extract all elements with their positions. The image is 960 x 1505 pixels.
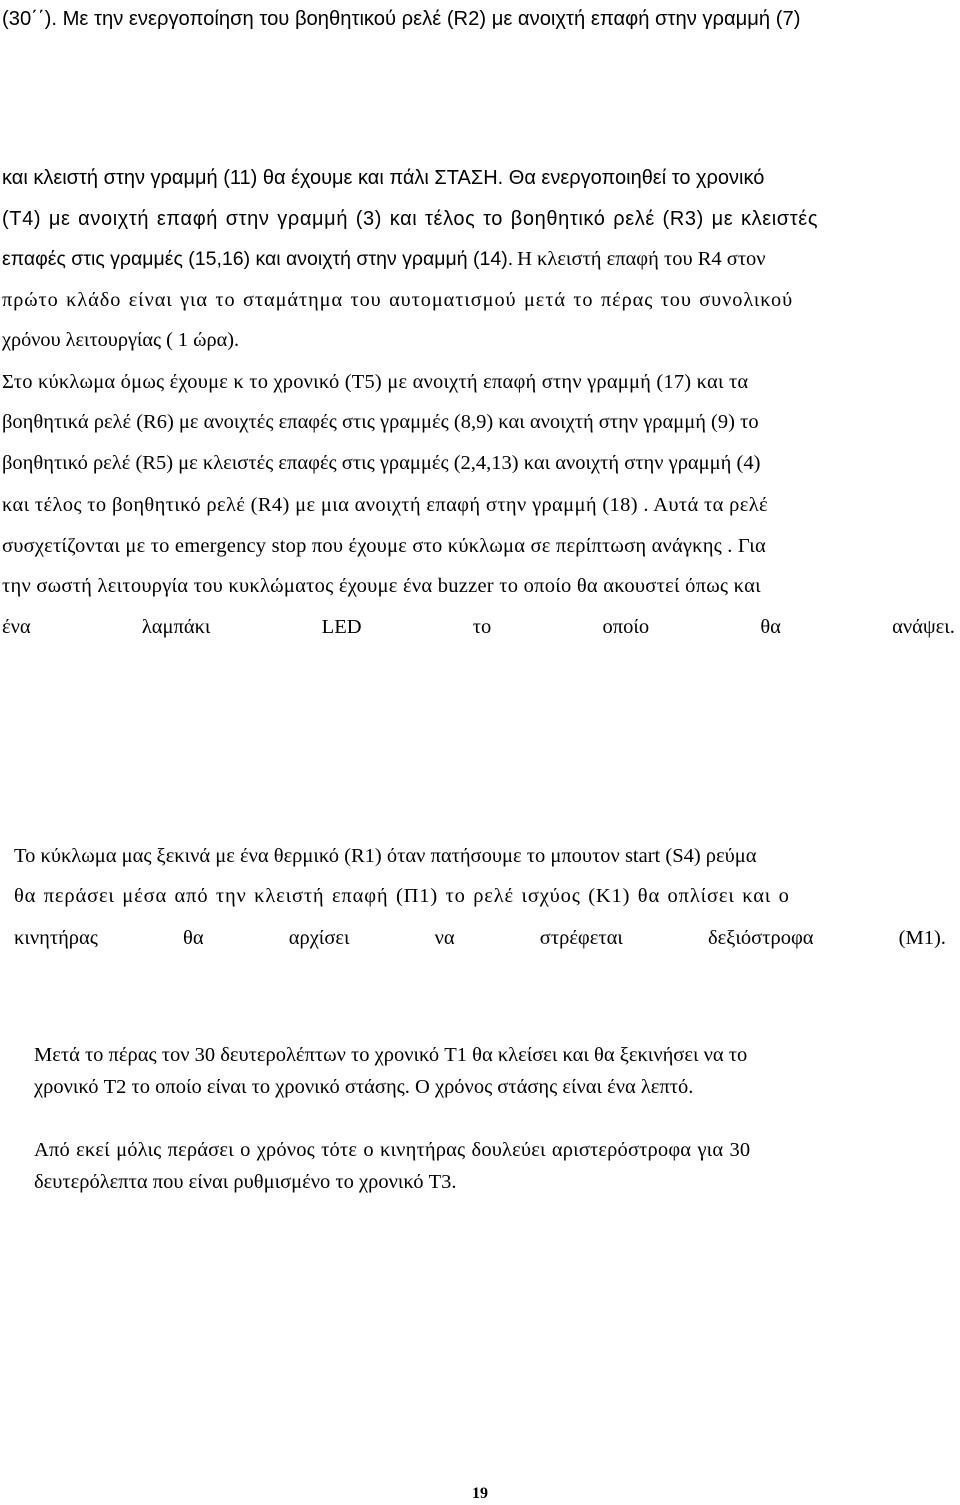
paragraph-segment: επαφές στις γραμμές (15,16) και ανοιχτή στην γραμμή (14). [2,248,514,270]
word: (M1). [898,927,946,949]
word: θα [183,927,204,949]
paragraph-line: χρόνου λειτουργίας ( 1 ώρα). [2,329,240,351]
word: στρέφεται [539,927,623,949]
paragraph-line: βοηθητικά ρελέ (R6) με ανοιχτές επαφές στις γραμμές (8,9) και ανοιχτή στην γραμμή (9) το [2,411,759,433]
paragraph-segment: Η κλειστή επαφή του R4 στον [517,248,766,270]
paragraph-line: Στο κύκλωμα όμως έχουμε κ το χρονικό (T5) με ανοιχτή επαφή στην γραμμή (17) και τα [2,371,749,393]
paragraph-line [2,249,766,270]
paragraph-line: και τέλος το βοηθητικό ρελέ (R4) με μια ανοιχτή επαφή στην γραμμή (18) . Αυτά τα ρελέ [2,494,768,516]
paragraph-line: συσχετίζονται με το emergency stop που έχουμε στο κύκλωμα σε περίπτωση ανάγκης . Για [2,535,766,557]
paragraph-line: θα περάσει μέσα από την κλειστή επαφή (Π1) το ρελέ ισχύος (Κ1) θα οπλίσει και ο [14,885,790,907]
paragraph-line-justified [14,928,946,949]
word: δεξιόστροφα [708,927,814,949]
page-number: 19 [472,1485,488,1502]
word: λαμπάκι [141,616,211,638]
word: κινητήρας [14,927,98,949]
paragraph-line: Από εκεί μόλις περάσει ο χρόνος τότε ο κινητήρας δουλεύει αριστερόστροφα για 30 [34,1139,751,1161]
paragraph-line: χρονικό T2 το οποίο είναι το χρονικό στάσης. Ο χρόνος στάσης είναι ένα λεπτό. [34,1076,694,1098]
word: να [434,927,455,949]
word: οποίο [602,616,650,638]
paragraph-line: Το κύκλωμα μας ξεκινά με ένα θερμικό (R1) όταν πατήσουμε το μπουτον start (S4) ρεύμα [14,845,757,867]
paragraph-line: και κλειστή στην γραμμή (11) θα έχουμε και πάλι ΣΤΑΣΗ. Θα ενεργοποιηθεί το χρονικό [2,167,765,189]
word: LED [321,616,362,638]
paragraph-line: (30΄΄). Με την ενεργοποίηση του βοηθητικού ρελέ (R2) με ανοιχτή επαφή στην γραμμή (7) [2,8,801,30]
word: θα [760,616,781,638]
word: ανάψει. [892,616,955,638]
paragraph-line: την σωστή λειτουργία του κυκλώματος έχουμε ένα buzzer το οποίο θα ακουστεί όπως και [2,575,761,597]
word: ένα [2,616,31,638]
paragraph-line: βοηθητικό ρελέ (R5) με κλειστές επαφές στις γραμμές (2,4,13) και ανοιχτή στην γραμμή (4) [2,452,761,474]
paragraph-line: δευτερόλεπτα που είναι ρυθμισμένο το χρονικό T3. [34,1171,457,1193]
word: αρχίσει [288,927,350,949]
paragraph-line-justified [2,617,955,638]
paragraph-line: πρώτο κλάδο είναι για το σταμάτημα του αυτοματισμού μετά το πέρας του συνολικού [2,289,794,311]
word: το [472,616,492,638]
paragraph-line: (T4) με ανοιχτή επαφή στην γραμμή (3) και τέλος το βοηθητικό ρελέ (R3) με κλειστές [2,208,819,230]
paragraph-line: Μετά το πέρας τον 30 δευτερολέπτων το χρονικό T1 θα κλείσει και θα ξεκινήσει να το [34,1044,748,1066]
